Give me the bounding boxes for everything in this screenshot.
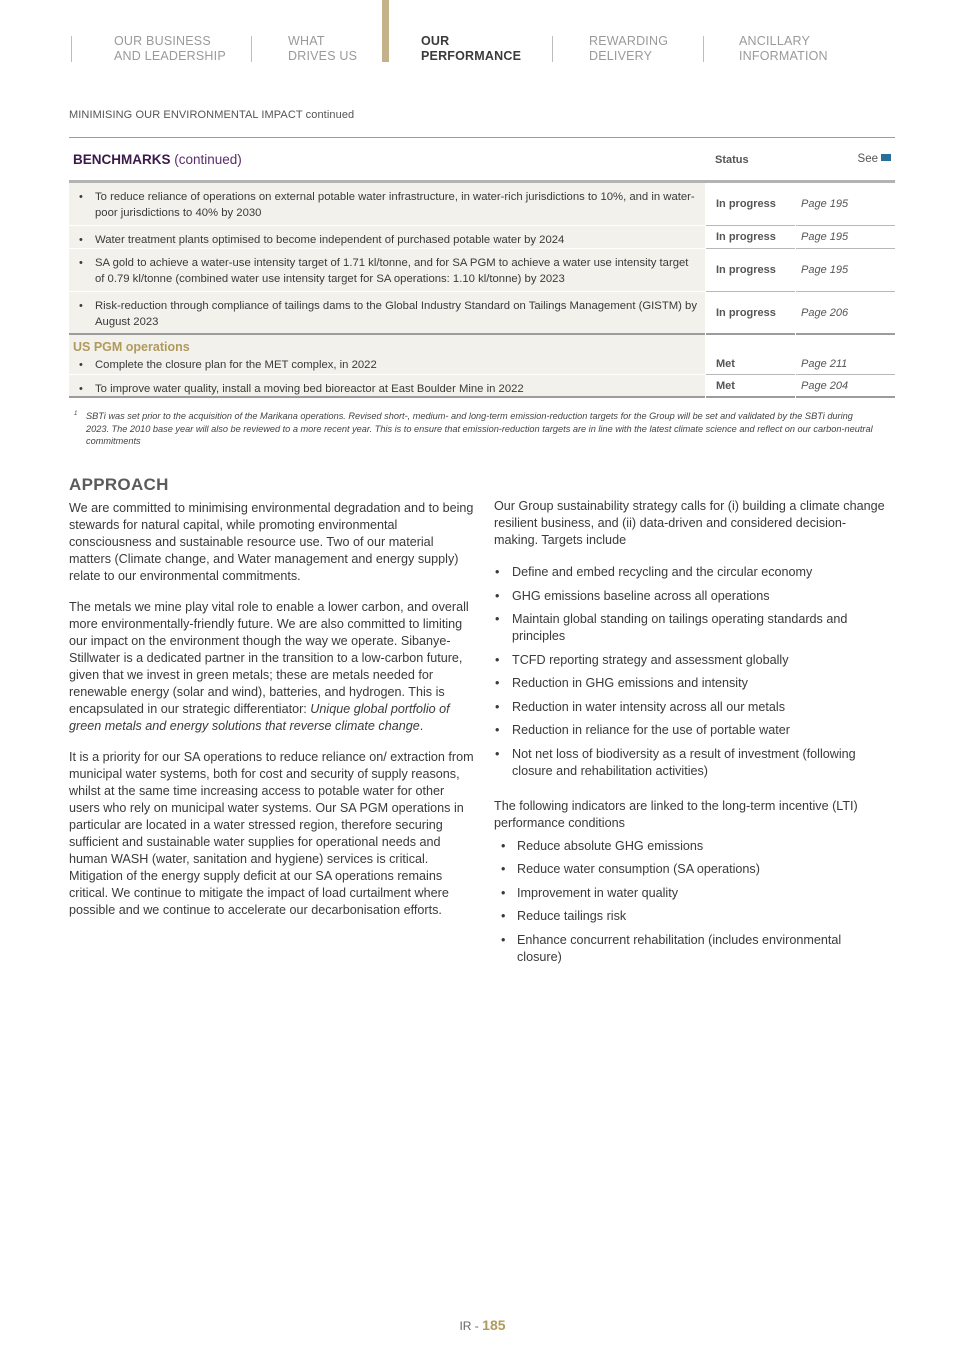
page-number — [0, 1317, 965, 1333]
us-pgm-subheading: • US PGM operations — [73, 340, 190, 354]
nav-item-line: INFORMATION — [739, 49, 828, 63]
page-reference-link[interactable]: Page 195 — [796, 226, 895, 249]
list-item: • Reduction in water intensity across all our metals — [494, 699, 886, 716]
nav-separator — [552, 36, 553, 62]
targets-list — [494, 564, 886, 780]
table-row — [69, 292, 895, 335]
benchmarks-title-text: BENCHMARKS — [73, 152, 171, 167]
see-header-text: See — [857, 153, 878, 165]
strategic-differentiator: Unique global portfolio of green metals and energy solutions that reverse climate change — [69, 702, 450, 733]
list-item: • GHG emissions baseline across all operations — [494, 588, 886, 605]
nav-item-line: AND LEADERSHIP — [114, 49, 226, 63]
benchmarks-title-suffix: (continued) — [174, 152, 242, 167]
approach-left-column — [69, 500, 474, 933]
nav-item-ancillary-information[interactable] — [739, 34, 828, 64]
nav-separator — [71, 36, 72, 62]
top-navigation — [0, 0, 965, 70]
page-number-prefix: IR - — [459, 1319, 479, 1333]
benchmarks-title — [73, 152, 242, 167]
nav-item-line: REWARDING — [589, 34, 669, 48]
page-number-value: 185 — [482, 1317, 506, 1333]
nav-item-line: OUR — [421, 34, 450, 48]
list-item: • Not net loss of biodiversity as a result of investment (following closure and rehabilitation activities) — [494, 746, 886, 780]
paragraph: The following indicators are linked to the long-term incentive (LTI) performance conditions — [494, 798, 858, 830]
nav-item-line: WHAT — [288, 34, 325, 48]
list-item: • Reduce tailings risk — [494, 908, 886, 925]
approach-heading: APPROACH — [69, 475, 169, 494]
benchmark-text: • To reduce reliance of operations on external potable water infrastructure, in water-rich jurisdictions to 10%, and in water-poor jurisdictions to 40% by 2030 — [69, 183, 705, 226]
footnote-marker: 1 — [74, 411, 78, 417]
nav-item-rewarding-delivery[interactable] — [589, 34, 668, 64]
nav-active-indicator — [382, 0, 389, 62]
benchmark-text: Complete the closure plan for the MET complex, in 2022 — [95, 359, 377, 371]
paragraph-text: The metals we mine play vital role to enable a lower carbon, and overall more environmentally-friendly future. We are also committed to limiting our impact on the environment though the way we operate. Sibanye-Stillwater is a dedicated partner in the transition to a low-carbon future, given that we invest in green metals; these are metals needed for renewable energy (solar and wind), batteries, and hydrogen. This is encapsulated in our strategic differentiator: — [69, 600, 469, 716]
benchmark-text: • To improve water quality, install a moving bed bioreactor at East Boulder Mine in 2022 — [69, 375, 705, 398]
benchmark-text: • Water treatment plants optimised to become independent of purchased potable water by 2024 — [69, 226, 705, 249]
benchmark-text: • SA gold to achieve a water-use intensity target of 1.71 kl/tonne, and for SA PGM to achieve a water use intensity target of 0.79 kl/tonne (combined water use intensity target for SA operations: 1.10 kl/tonne) by 2023 — [69, 249, 705, 292]
benchmark-cell — [69, 335, 705, 375]
status-column-header: Status — [715, 154, 749, 166]
page-reference-link[interactable]: Page 195 — [796, 249, 895, 292]
list-item: • Improvement in water quality — [494, 885, 886, 902]
table-header — [69, 138, 895, 183]
table-row — [69, 226, 895, 249]
list-item: • TCFD reporting strategy and assessment globally — [494, 652, 886, 669]
list-item: • Enhance concurrent rehabilitation (includes environmental closure) — [494, 932, 886, 966]
paragraph-end: . — [419, 719, 424, 733]
nav-item-our-performance[interactable] — [421, 34, 521, 64]
see-column-header — [858, 153, 891, 165]
approach-right-column — [494, 498, 886, 984]
list-item: • Define and embed recycling and the circular economy — [494, 564, 886, 581]
status-cell: Met — [706, 375, 795, 398]
table-row — [69, 375, 895, 398]
table-row — [69, 183, 895, 226]
table-row — [69, 249, 895, 292]
list-item: • Reduce absolute GHG emissions — [494, 838, 886, 855]
section-label: MINIMISING OUR ENVIRONMENTAL IMPACT continued — [69, 109, 355, 121]
list-item: • Reduction in reliance for the use of portable water — [494, 722, 886, 739]
nav-item-line: ANCILLARY — [739, 34, 811, 48]
nav-item-line: OUR BUSINESS — [114, 34, 211, 48]
paragraph: We are committed to minimising environmental degradation and to being stewards for natural capital, while promoting environmental consciousness and sustainable resource use. Two of our material matters (Climate change, and Water management and energy supply) relate to our environmental commitments. — [69, 501, 474, 583]
paragraph: It is a priority for our SA operations to reduce reliance on/ extraction from municipal water systems, both for cost and security of supply reasons, whilst at the same time increasing access to potable water for other users who rely on municipal water systems. Our SA PGM operations in particular are located in a water stressed region, therefore securing sufficient and sustainable water supplies for operational needs and human WASH (water, sanitation and hygiene) services is critical. Mitigation of the energy supply deficit at our SA operations remains critical. We continue to mitigate the impact of load curtailment where possible and we continue to accelerate our decarbonisation efforts. — [69, 750, 474, 917]
nav-item-line: DRIVES US — [288, 49, 358, 63]
status-cell: In progress — [706, 183, 795, 226]
footnote-text: SBTi was set prior to the acquisition of the Marikana operations. Revised short-, medium- and long-term emission-reduction targets for the Group will be set and validated by the SBTi during 2023. The 2010 base year will also be reviewed to a more recent year. This is to ensure that emission-reduction targets are in line with the latest climate science and reflect on our carbon-neutral commitments — [86, 411, 873, 446]
nav-item-line: DELIVERY — [589, 49, 653, 63]
lti-indicators-list — [494, 838, 886, 966]
nav-item-what-drives-us[interactable] — [288, 34, 357, 64]
status-cell: In progress — [706, 249, 795, 292]
status-cell: In progress — [706, 292, 795, 335]
page-reference-link[interactable]: Page 195 — [796, 183, 895, 226]
list-item: • Reduction in GHG emissions and intensity — [494, 675, 886, 692]
benchmarks-table — [69, 137, 895, 398]
folder-icon — [881, 154, 891, 161]
page-reference-link[interactable]: Page 206 — [796, 292, 895, 335]
page-reference-link[interactable]: Page 211 — [796, 335, 895, 375]
list-item: • Maintain global standing on tailings operating standards and principles — [494, 611, 886, 645]
nav-item-our-business[interactable] — [114, 34, 226, 64]
nav-separator — [703, 36, 704, 62]
status-cell: In progress — [706, 226, 795, 249]
page-reference-link[interactable]: Page 204 — [796, 375, 895, 398]
nav-separator — [251, 36, 252, 62]
table-row — [69, 335, 895, 375]
list-item: • Reduce water consumption (SA operations) — [494, 861, 886, 878]
paragraph — [69, 599, 474, 735]
paragraph: Our Group sustainability strategy calls for (i) building a climate change resilient business, and (ii) data-driven and considered decision-making. Targets include — [494, 499, 885, 547]
nav-item-line: PERFORMANCE — [421, 49, 522, 63]
footnote — [74, 410, 874, 448]
status-cell: Met — [706, 335, 795, 375]
benchmark-text: • Risk-reduction through compliance of tailings dams to the Global Industry Standard on Tailings Management (GISTM) by August 2023 — [69, 292, 705, 335]
